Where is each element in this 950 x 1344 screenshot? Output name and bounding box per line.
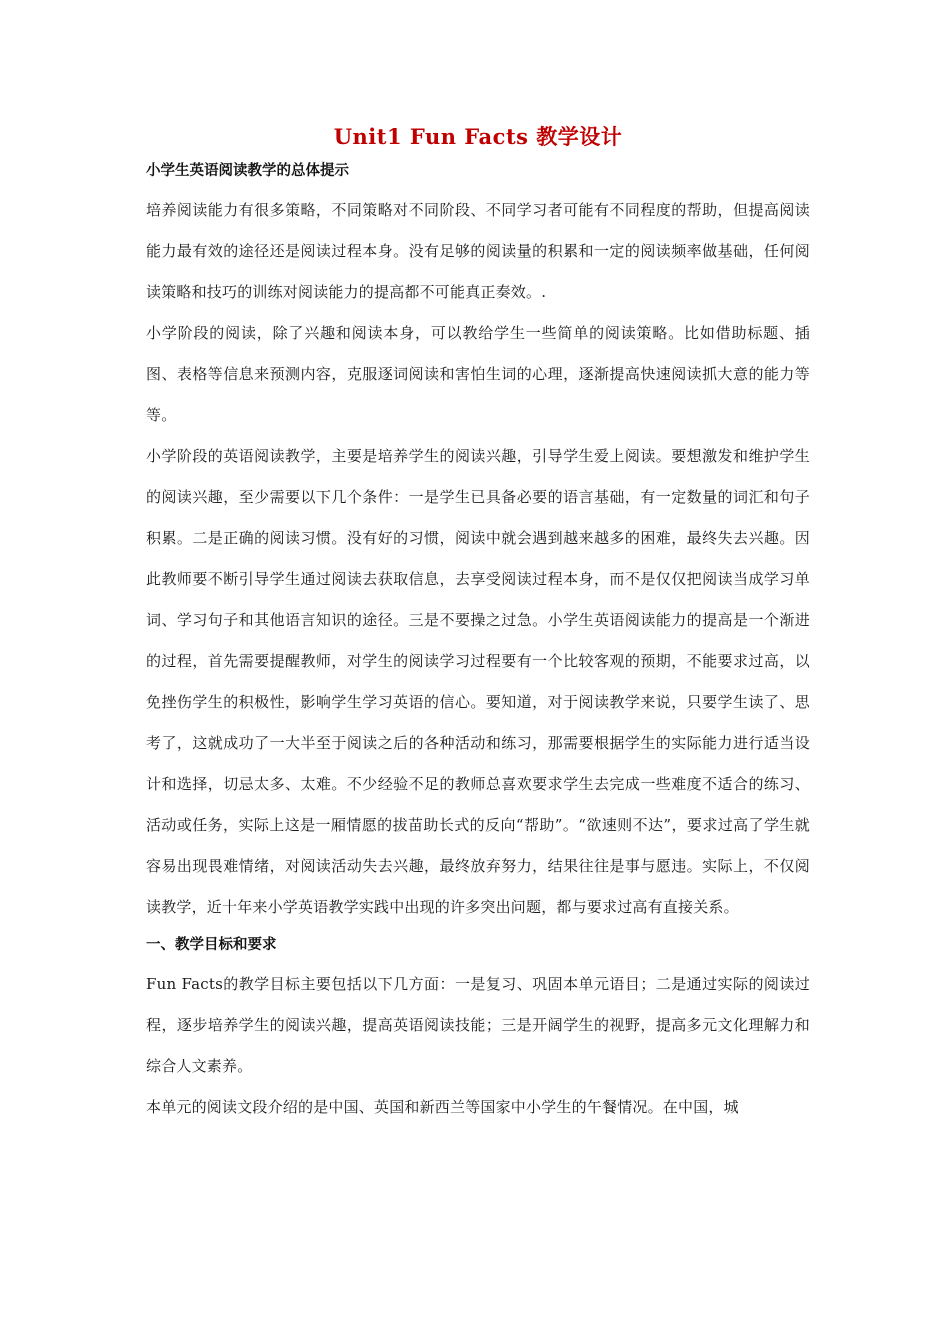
intro-paragraph-2: 小学阶段的阅读，除了兴趣和阅读本身，可以教给学生一些简单的阅读策略。比如借助标题、插图、表格等信息来预测内容，克服逐词阅读和害怕生词的心理，逐渐提高快速阅读抓大意的能力等等。: [146, 324, 810, 424]
document-body: [146, 120, 810, 1128]
section1-paragraph-1: Fun Facts的教学目标主要包括以下几方面：一是复习、巩固本单元语目；二是通过实际的阅读过程，逐步培养学生的阅读兴趣，提高英语阅读技能；三是开阔学生的视野，提高多元文化理解力和综合人文素养。: [146, 975, 810, 1075]
intro-paragraph-3: 小学阶段的英语阅读教学，主要是培养学生的阅读兴趣，引导学生爱上阅读。要想激发和维护学生的阅读兴趣，至少需要以下几个条件：一是学生已具备必要的语言基础，有一定数量的词汇和句子积累。二是正确的阅读习惯。没有好的习惯，阅读中就会遇到越来越多的困难，最终失去兴趣。因此教师要不断引导学生通过阅读去获取信息，去享受阅读过程本身，而不是仅仅把阅读当成学习单词、学习句子和其他语言知识的途径。三是不要操之过急。小学生英语阅读能力的提高是一个渐进的过程，首先需要提醒教师，对学生的阅读学习过程要有一个比较客观的预期，不能要求过高，以免挫伤学生的积极性，影响学生学习英语的信心。要知道，对于阅读教学来说，只要学生读了、思考了，这就成功了一大半至于阅读之后的各种活动和练习，那需要根据学生的实际能力进行适当设计和选择，切忌太多、太难。不少经验不足的教师总喜欢要求学生去完成一些难度不适合的练习、活动或任务，实际上这是一厢情愿的拔苗助长式的反向“帮助”。“欲速则不达”，要求过高了学生就容易出现畏难情绪，对阅读活动失去兴趣，最终放弃努力，结果往往是事与愿违。实际上，不仅阅读教学，近十年来小学英语教学实践中出现的许多突出问题，都与要求过高有直接关系。: [146, 447, 810, 916]
section-heading-teaching-goals: 一、教学目标和要求: [146, 937, 277, 953]
section1-paragraph-2: 本单元的阅读文段介绍的是中国、英国和新西兰等国家中小学生的午餐情况。在中国，城: [146, 1098, 739, 1116]
intro-heading: 小学生英语阅读教学的总体提示: [146, 163, 349, 179]
intro-paragraph-1: 培养阅读能力有很多策略，不同策略对不同阶段、不同学习者可能有不同程度的帮助，但提高阅读能力最有效的途径还是阅读过程本身。没有足够的阅读量的积累和一定的阅读频率做基础，任何阅读策略和技巧的训练对阅读能力的提高都不可能真正奏效。.: [146, 201, 810, 301]
document-title: Unit1 Fun Facts 教学设计: [333, 124, 623, 149]
